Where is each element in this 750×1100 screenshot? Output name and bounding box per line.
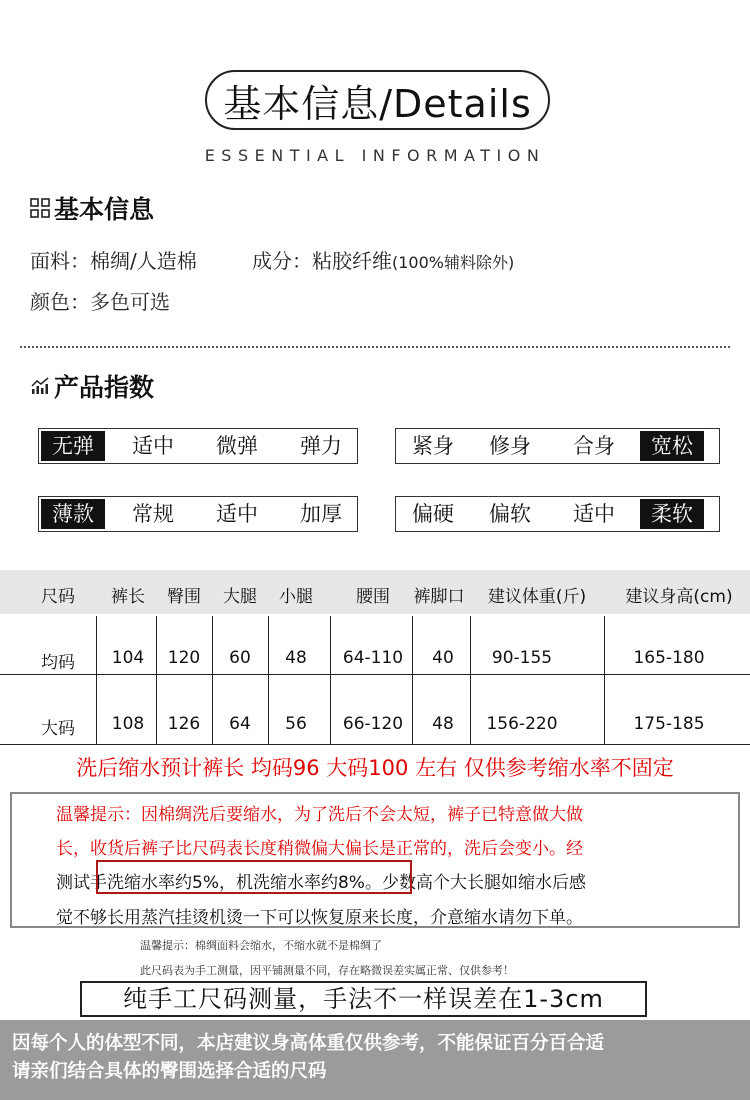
elasticity-option: 适中 [132, 434, 174, 458]
table-cell: 104 [111, 648, 145, 668]
table-cell: 48 [432, 714, 454, 734]
size-table [0, 570, 750, 746]
table-cell: 108 [111, 714, 145, 734]
disclaimer-line-1: 因每个人的体型不同，本店建议身高体重仅供参考，不能保证百分百合适 [12, 1033, 605, 1054]
column-divider [96, 616, 97, 744]
color-text: 颜色：多色可选 [30, 290, 170, 314]
table-cell: 156-220 [486, 714, 558, 734]
table-cell: 64 [229, 714, 251, 734]
product-index-title: 产品指数 [54, 373, 155, 402]
thickness-option: 加厚 [300, 502, 342, 526]
fit-option: 合身 [573, 434, 615, 458]
composition-text: 成分：粘胶纤维 [252, 249, 392, 273]
row-divider [0, 674, 750, 675]
product-index-heading [30, 368, 154, 404]
wash-shrink-note: 洗后缩水预计裤长 均码96 大码100 左右 仅供参考缩水率不固定 [76, 756, 674, 780]
header-cell: 小腿 [279, 587, 313, 607]
header-cell: 建议身高(cm) [625, 587, 733, 607]
page-title: 基本信息/Details [223, 81, 532, 126]
header-cell: 建议体重(斤) [487, 587, 587, 607]
row-divider [0, 744, 750, 745]
table-cell: 60 [229, 648, 251, 668]
thickness-option: 薄款 [41, 499, 105, 529]
tip-line-2: 长，收货后裤子比尺码表长度稍微偏大偏长是正常的，洗后会变小。经 [56, 839, 583, 859]
fit-option: 紧身 [412, 434, 454, 458]
header-cell: 臀围 [167, 587, 201, 607]
grid-icon [30, 198, 50, 218]
table-cell: 66-120 [342, 714, 404, 734]
table-cell: 40 [432, 648, 454, 668]
fit-index [395, 428, 720, 464]
elasticity-index [38, 428, 358, 464]
header-cell: 大腿 [223, 587, 257, 607]
softness-option: 柔软 [640, 499, 704, 529]
tip-line-3-suffix: 少数高个大长腿如缩水后感 [381, 873, 586, 893]
table-cell: 120 [167, 648, 201, 668]
measure-note: 纯手工尺码测量，手法不一样误差在1-3cm [80, 981, 647, 1017]
tip-line-4: 觉不够长用蒸汽挂烫机烫一下可以恢复原来长度，介意缩水请勿下单。 [56, 908, 583, 928]
section-divider [20, 346, 730, 348]
table-cell: 48 [285, 648, 307, 668]
table-cell: 56 [285, 714, 307, 734]
table-cell: 126 [167, 714, 201, 734]
softness-index [395, 496, 720, 532]
header-cell: 尺码 [41, 587, 75, 607]
disclaimer-line-2: 请亲们结合具体的臀围选择合适的尺码 [12, 1061, 327, 1082]
table-cell: 90-155 [491, 648, 553, 668]
tip-line-1: 温馨提示：因棉绸洗后要缩水，为了洗后不会太短，裤子已特意做大做 [56, 805, 583, 825]
composition-note: (100%辅料除外) [392, 253, 515, 272]
table-cell: 175-185 [633, 714, 705, 734]
header-cell: 裤脚口 [413, 587, 465, 607]
table-cell: 均码 [41, 653, 75, 673]
basic-info-title: 基本信息 [54, 195, 155, 224]
trend-chart-icon [30, 376, 50, 396]
elasticity-option: 微弹 [216, 434, 258, 458]
thickness-option: 适中 [216, 502, 258, 526]
fit-option: 修身 [489, 434, 531, 458]
elasticity-option: 弹力 [300, 434, 342, 458]
page-subtitle: ESSENTIAL INFORMATION [204, 146, 546, 165]
color-line [30, 286, 170, 315]
table-cell: 大码 [41, 719, 75, 739]
fit-option: 宽松 [640, 431, 704, 461]
tip-shrink-rate: 手洗缩水率约5%，机洗缩水率约8%。 [90, 873, 382, 893]
basic-info-heading [30, 190, 154, 226]
softness-option: 偏软 [489, 502, 531, 526]
thickness-index [38, 496, 358, 532]
table-cell: 64-110 [342, 648, 404, 668]
tip-line-3-prefix: 测试 [56, 873, 90, 893]
header-cell: 腰围 [356, 587, 390, 607]
fabric-text: 面料：棉绸/人造棉 [30, 249, 197, 273]
shrink-rate-highlight-box [96, 860, 412, 894]
softness-option: 偏硬 [412, 502, 454, 526]
bottom-disclaimer-bar [0, 1020, 750, 1100]
column-divider [330, 616, 331, 744]
header-cell: 裤长 [111, 587, 145, 607]
thickness-option: 常规 [132, 502, 174, 526]
small-note-2: 此尺码表为手工测量，因平铺测量不同，存在略微误差实属正常、仅供参考！ [140, 964, 514, 977]
small-note-1: 温馨提示：棉绸面料会缩水，不缩水就不是棉绸了 [140, 939, 382, 952]
fabric-line [30, 245, 197, 274]
softness-option: 适中 [573, 502, 615, 526]
composition-line [252, 245, 514, 274]
title-badge [205, 70, 550, 130]
table-cell: 165-180 [633, 648, 705, 668]
elasticity-option: 无弹 [41, 431, 105, 461]
